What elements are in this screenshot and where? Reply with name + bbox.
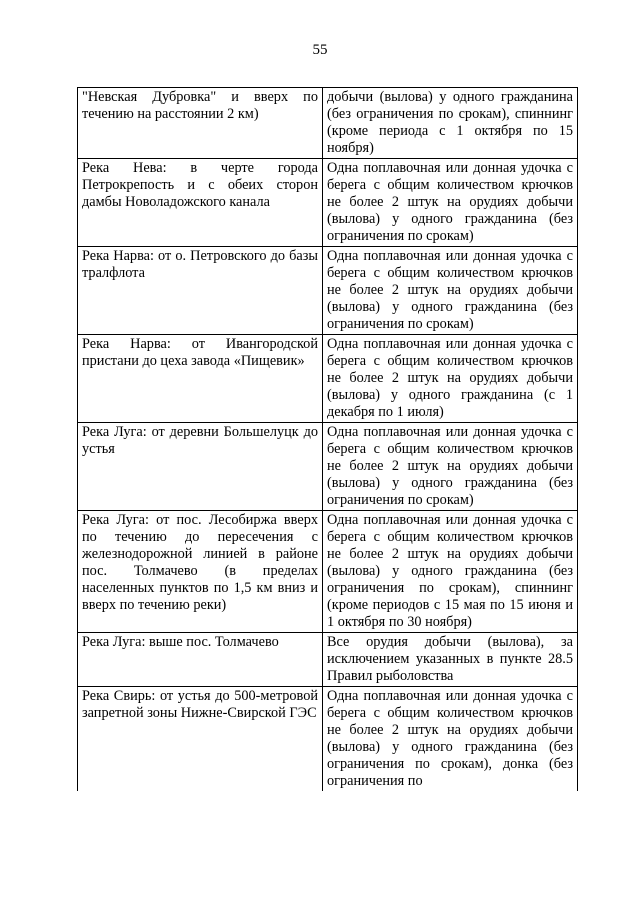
table-row xyxy=(78,88,578,159)
gear-rules-cell: Одна поплавочная или донная удочка с берега с общим количеством крючков не более 2 штук на орудиях добычи (вылова) у одного гражданина (без ограничения по срокам) xyxy=(323,423,578,511)
water-body-cell: Река Нарва: от Ивангородской пристани до цеха завода «Пищевик» xyxy=(78,335,323,423)
table-row xyxy=(78,633,578,687)
water-body-cell: Река Свирь: от устья до 500-метровой запретной зоны Нижне-Свирской ГЭС xyxy=(78,687,323,792)
table-row xyxy=(78,511,578,633)
water-body-cell: Река Луга: выше пос. Толмачево xyxy=(78,633,323,687)
water-body-cell: "Невская Дубровка" и вверх по течению на расстоянии 2 км) xyxy=(78,88,323,159)
fishing-rules-table xyxy=(77,87,578,791)
gear-rules-cell: Одна поплавочная или донная удочка с берега с общим количеством крючков не более 2 штук на орудиях добычи (вылова) у одного гражданина (без ограничения по срокам), спиннинг (кроме периодов с 15 мая по 15 июня и 1 октября по 30 ноября) xyxy=(323,511,578,633)
table-row xyxy=(78,423,578,511)
page-number: 55 xyxy=(312,42,328,58)
water-body-cell: Река Луга: от деревни Большелуцк до устья xyxy=(78,423,323,511)
table-row xyxy=(78,335,578,423)
water-body-cell: Река Нева: в черте города Петрокрепость и с обеих сторон дамбы Новоладожского канала xyxy=(78,159,323,247)
gear-rules-cell: Все орудия добычи (вылова), за исключением указанных в пункте 28.5 Правил рыболовства xyxy=(323,633,578,687)
water-body-cell: Река Нарва: от о. Петровского до базы тралфлота xyxy=(78,247,323,335)
water-body-cell: Река Луга: от пос. Лесобиржа вверх по течению до пересечения с железнодорожной линией в районе пос. Толмачево (в пределах населенных пунктов по 1,5 км вниз и вверх по течению реки) xyxy=(78,511,323,633)
gear-rules-cell: Одна поплавочная или донная удочка с берега с общим количеством крючков не более 2 штук на орудиях добычи (вылова) у одного гражданина (без ограничения по срокам) xyxy=(323,247,578,335)
table-row xyxy=(78,247,578,335)
table-row xyxy=(78,159,578,247)
gear-rules-cell: Одна поплавочная или донная удочка с берега с общим количеством крючков не более 2 штук на орудиях добычи (вылова) у одного гражданина (с 1 декабря по 1 июля) xyxy=(323,335,578,423)
gear-rules-cell: Одна поплавочная или донная удочка с берега с общим количеством крючков не более 2 штук на орудиях добычи (вылова) у одного гражданина (без ограничения по срокам), донка (без ограничения по xyxy=(323,687,578,792)
gear-rules-cell: добычи (вылова) у одного гражданина (без ограничения по срокам), спиннинг (кроме периода с 1 октября по 15 ноября) xyxy=(323,88,578,159)
gear-rules-cell: Одна поплавочная или донная удочка с берега с общим количеством крючков не более 2 штук на орудиях добычи (вылова) у одного гражданина (без ограничения по срокам) xyxy=(323,159,578,247)
table-row xyxy=(78,687,578,792)
